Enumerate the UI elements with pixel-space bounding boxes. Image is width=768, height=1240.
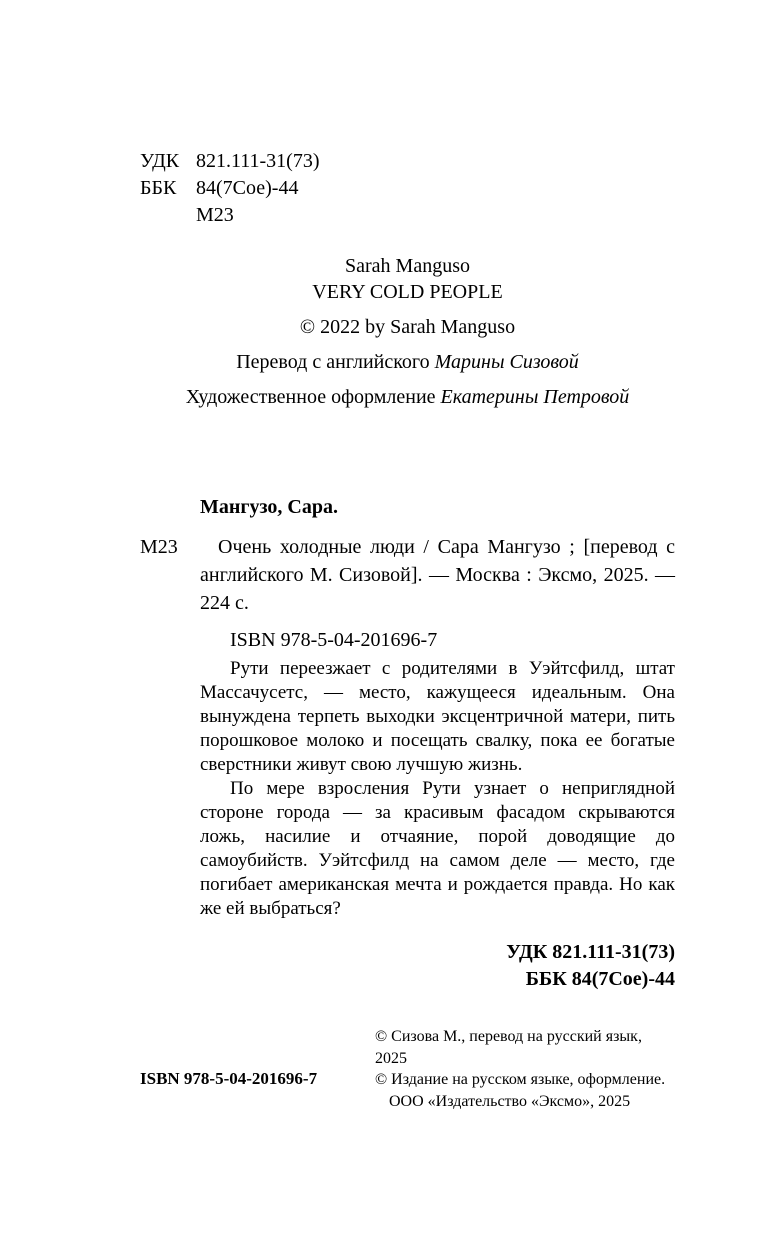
original-author: Sarah Manguso bbox=[345, 255, 470, 277]
author-code: М23 bbox=[196, 204, 234, 226]
footer-copyright-edition-line2: ООО «Издательство «Эксмо», 2025 bbox=[389, 1092, 631, 1110]
footer-copyright-edition-line1: © Издание на русском языке, оформление. bbox=[375, 1071, 666, 1088]
translation-credit-prefix: Перевод с английского bbox=[236, 351, 430, 373]
catalog-author-heading: Мангузо, Сара. bbox=[200, 496, 338, 518]
imprint-footer bbox=[140, 1026, 675, 1112]
page-content bbox=[140, 0, 675, 993]
footer-copyright-translation: © Сизова М., перевод на русский язык, 2025 bbox=[375, 1028, 642, 1067]
annotation-paragraph-1: Рути переезжает с родителями в Уэйтсфилд, штат Массачусетс, — место, кажущееся идеальным. Она вынуждена терпеть выходки эксцентричной матери, пить порошковое молоко и посещать свалку, пока ее богатые сверстники живут свою лучшую жизнь. bbox=[200, 658, 675, 775]
footer-isbn: ISBN 978-5-04-201696-7 bbox=[140, 1069, 318, 1088]
catalog-codes-right-block bbox=[140, 939, 675, 993]
translator-name: Марины Сизовой bbox=[434, 351, 579, 373]
catalog-entry bbox=[140, 533, 675, 617]
original-title: VERY COLD PEOPLE bbox=[312, 281, 503, 303]
bbk-number-bold: ББК 84(7Сое)-44 bbox=[525, 968, 675, 990]
translation-credit bbox=[140, 349, 675, 375]
isbn-line: ISBN 978-5-04-201696-7 bbox=[230, 629, 438, 651]
designer-name: Екатерины Петровой bbox=[440, 386, 630, 408]
bbk-label: ББК bbox=[140, 177, 177, 199]
catalog-codes-block bbox=[140, 148, 675, 229]
author-code-row bbox=[140, 202, 675, 229]
annotation-paragraph-2: По мере взросления Рути узнает о неприглядной стороне города — за красивым фасадом скрываются ложь, насилие и отчаяние, порой доводящие до самоубийств. Уэйтсфилд на самом деле — место, где погибает американская мечта и рождается правда. Но как же ей выбраться? bbox=[200, 778, 675, 919]
footer-copyrights bbox=[375, 1026, 675, 1112]
udk-label: УДК bbox=[140, 150, 180, 172]
design-credit-prefix: Художественное оформление bbox=[185, 386, 436, 408]
bbk-row bbox=[140, 175, 675, 202]
catalog-entry-code: М23 bbox=[140, 536, 178, 558]
original-title-block bbox=[140, 253, 675, 410]
catalog-entry-description: Очень холодные люди / Сара Мангузо ; [перевод с английского М. Сизовой]. — Москва : Эксмо, 2025. — 224 с. bbox=[200, 536, 675, 614]
udk-row bbox=[140, 148, 675, 175]
udk-value: 821.111-31(73) bbox=[196, 150, 320, 172]
udk-number-bold: УДК 821.111-31(73) bbox=[506, 941, 675, 963]
copyright-notice: © 2022 by Sarah Manguso bbox=[299, 316, 516, 338]
bbk-value: 84(7Сое)-44 bbox=[196, 177, 299, 199]
author-code-spacer bbox=[140, 202, 196, 229]
design-credit bbox=[140, 384, 675, 410]
